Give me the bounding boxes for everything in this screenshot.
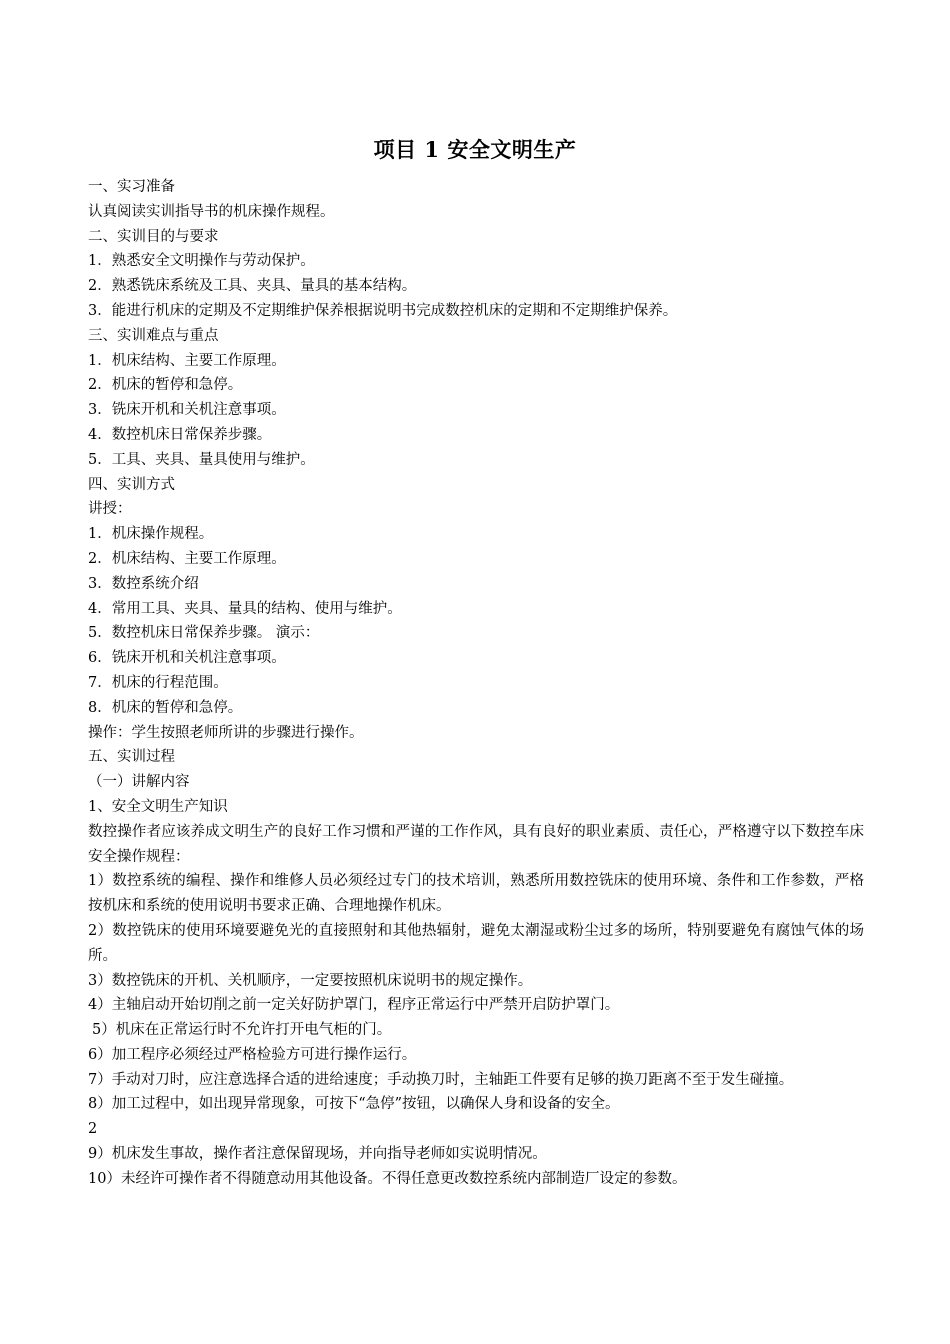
body-line: 10）未经许可操作者不得随意动用其他设备。不得任意更改数控系统内部制造厂设定的参数。 [88,1170,687,1187]
body-line: 6）加工程序必须经过严格检验方可进行操作运行。 [88,1046,417,1063]
body-line: 5．数控机床日常保养步骤。 演示： [88,625,320,642]
body-line: 6．铣床开机和关机注意事项。 [88,650,286,667]
body-line: 2．机床结构、主要工作原理。 [88,550,286,567]
body-line: 二、实训目的与要求 [88,228,219,245]
body-paragraph: 2）数控铣床的使用环境要避免光的直接照射和其他热辐射，避免太潮湿或粉尘过多的场所，特别要避免有腐蚀气体的场所。 [88,922,864,964]
body-line: 四、实训方式 [88,476,175,493]
body-paragraph: 1）数控系统的编程、操作和维修人员必须经过专门的技术培训，熟悉所用数控铣床的使用环境、条件和工作参数，严格按机床和系统的使用说明书要求正确、合理地操作机床。 [88,873,864,915]
document-body [88,175,864,1192]
body-line: 三、实训难点与重点 [88,327,219,344]
body-line: 认真阅读实训指导书的机床操作规程。 [88,203,335,220]
body-line: 5．工具、夹具、量具使用与维护。 [88,451,315,468]
body-line: 2 [88,1121,98,1138]
body-line: 2．机床的暂停和急停。 [88,377,243,394]
body-line: 4．数控机床日常保养步骤。 [88,426,272,443]
body-line: 操作：学生按照老师所讲的步骤进行操作。 [88,724,364,741]
body-line: 3）数控铣床的开机、关机顺序，一定要按照机床说明书的规定操作。 [88,972,533,989]
body-line: （一）讲解内容 [88,774,190,791]
body-line: 一、实习准备 [88,179,175,195]
body-line: 1．机床结构、主要工作原理。 [88,352,286,369]
body-line: 4）主轴启动开始切削之前一定关好防护罩门，程序正常运行中严禁开启防护罩门。 [88,997,620,1014]
body-line: 1、安全文明生产知识 [88,798,228,815]
body-line: 9）机床发生事故，操作者注意保留现场，并向指导老师如实说明情况。 [88,1146,547,1163]
body-line: 3．能进行机床的定期及不定期维护保养根据说明书完成数控机床的定期和不定期维护保养。 [88,302,678,319]
body-line: 7．机床的行程范围。 [88,674,228,691]
body-line: 五、实训过程 [88,749,175,766]
body-line: 8．机床的暂停和急停。 [88,699,243,716]
body-line: 讲授： [88,501,132,518]
body-paragraph: 数控操作者应该养成文明生产的良好工作习惯和严谨的工作作风，具有良好的职业素质、责任心，严格遵守以下数控车床安全操作规程： [88,823,864,865]
document-title: 项目 1 安全文明生产 [373,137,577,162]
body-line: 8）加工过程中，如出现异常现象，可按下“急停”按钮，以确保人身和设备的安全。 [88,1096,620,1113]
body-paragraph: 7）手动对刀时，应注意选择合适的进给速度；手动换刀时，主轴距工件要有足够的换刀距离不至于发生碰撞。 [88,1071,794,1088]
body-line: 1．熟悉安全文明操作与劳动保护。 [88,253,315,270]
body-line: 3．数控系统介绍 [88,575,199,592]
body-line: 2．熟悉铣床系统及工具、夹具、量具的基本结构。 [88,278,417,295]
body-line: 5）机床在正常运行时不允许打开电气柜的门。 [92,1022,392,1039]
body-line: 3．铣床开机和关机注意事项。 [88,402,286,419]
body-line: 1．机床操作规程。 [88,526,214,543]
body-line: 4．常用工具、夹具、量具的结构、使用与维护。 [88,600,402,617]
